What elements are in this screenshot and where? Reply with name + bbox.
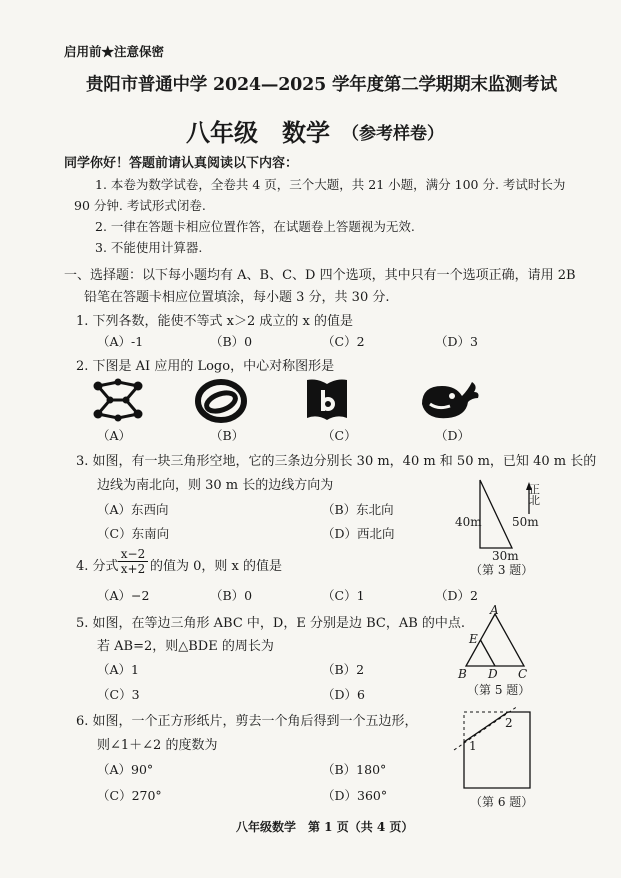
instructions-greeting: 同学你好！答题前请认真阅读以下内容： xyxy=(64,156,299,171)
instruction-item-1-cont: 90 分钟. 考试形式闭卷. xyxy=(74,198,206,213)
q6-angle-1-label: 1 xyxy=(469,739,477,753)
q3-hyp-label: 50m xyxy=(512,515,539,529)
q6-option-d: （D）360° xyxy=(322,788,388,803)
question-6-stem: 6. 如图，一个正方形纸片，剪去一个角后得到一个五边形， xyxy=(76,714,418,729)
page-footer: 八年级数学 第 1 页（共 4 页） xyxy=(236,820,414,834)
logo-b-ring-icon xyxy=(194,378,248,424)
confidential-label: 启用前★注意保密 xyxy=(64,44,165,59)
q3-option-a: （A）东西向 xyxy=(97,502,169,517)
question-1-stem: 1. 下列各数，能使不等式 x＞2 成立的 x 的值是 xyxy=(76,314,353,329)
logo-c-book-icon xyxy=(303,376,351,424)
q5-figure-caption: （第 5 题） xyxy=(467,683,531,697)
logo-d-whale-icon xyxy=(416,378,482,422)
q5-point-c: C xyxy=(518,667,528,681)
q3-left-side-label: 40m xyxy=(455,515,482,529)
q6-square-figure xyxy=(452,708,542,792)
q2-label-a: （A） xyxy=(97,428,132,443)
q2-label-d: （D） xyxy=(435,428,471,443)
q1-option-a: （A）-1 xyxy=(97,334,144,349)
q6-option-b: （B）180° xyxy=(322,762,387,777)
q6-option-c: （C）270° xyxy=(97,788,162,803)
q3-option-c: （C）东南向 xyxy=(97,526,170,541)
instruction-item-3: 3. 不能使用计算器. xyxy=(95,240,203,255)
q4-numerator: x−2 xyxy=(118,547,148,562)
question-3-stem: 3. 如图，有一块三角形空地，它的三条边分别长 30 m，40 m 和 50 m，已知 40 m 长的 xyxy=(76,454,597,469)
q2-label-b: （B） xyxy=(210,428,245,443)
section-heading-cont: 铅笔在答题卡相应位置填涂，每小题 3 分，共 30 分. xyxy=(84,290,390,305)
q2-label-c: （C） xyxy=(322,428,357,443)
question-4-prefix: 4. 分式 xyxy=(76,559,119,574)
q4-option-b: （B）0 xyxy=(210,588,253,603)
q5-option-a: （A）1 xyxy=(97,662,139,677)
q4-option-a: （A）−2 xyxy=(97,588,150,603)
q4-option-c: （C）1 xyxy=(322,588,365,603)
q4-option-d: （D）2 xyxy=(435,588,478,603)
q6-option-a: （A）90° xyxy=(97,762,154,777)
exam-title: 贵阳市普通中学 2024—2025 学年度第二学期期末监测考试 xyxy=(86,75,557,95)
question-6-stem-cont: 则∠1＋∠2 的度数为 xyxy=(97,738,218,753)
question-5-stem-cont: 若 AB=2，则△BDE 的周长为 xyxy=(97,639,274,654)
q3-option-d: （D）西北向 xyxy=(322,526,395,541)
question-4-suffix: 的值为 0，则 x 的值是 xyxy=(150,559,282,574)
q5-point-d: D xyxy=(488,667,498,681)
q5-option-c: （C）3 xyxy=(97,687,140,702)
q1-option-b: （B）0 xyxy=(210,334,253,349)
q1-option-d: （D）3 xyxy=(435,334,478,349)
q4-fraction xyxy=(118,547,148,577)
q5-option-d: （D）6 xyxy=(322,687,365,702)
q5-point-a: A xyxy=(490,603,499,617)
q5-point-e: E xyxy=(469,632,478,646)
exam-subtitle: 八年级 数学 xyxy=(186,118,330,147)
instruction-item-2: 2. 一律在答题卡相应位置作答，在试题卷上答题视为无效. xyxy=(95,219,415,234)
q6-angle-2-label: 2 xyxy=(505,716,513,730)
section-heading: 一、选择题：以下每小题均有 A、B、C、D 四个选项，其中只有一个选项正确，请用 2B xyxy=(64,268,576,283)
exam-subtitle-note: （参考样卷） xyxy=(342,124,444,144)
logo-a-network-icon xyxy=(90,378,146,422)
question-2-stem: 2. 下图是 AI 应用的 Logo，中心对称图形是 xyxy=(76,359,335,374)
q3-figure-caption: （第 3 题） xyxy=(470,563,534,577)
q3-option-b: （B）东北向 xyxy=(322,502,394,517)
q5-option-b: （B）2 xyxy=(322,662,365,677)
q3-bottom-label: 30m xyxy=(492,549,519,563)
question-5-stem: 5. 如图，在等边三角形 ABC 中，D，E 分别是边 BC，AB 的中点. xyxy=(76,616,466,631)
q6-figure-caption: （第 6 题） xyxy=(470,795,534,809)
question-3-stem-cont: 边线为南北向，则 30 m 长的边线方向为 xyxy=(97,478,334,493)
q1-option-c: （C）2 xyxy=(322,334,365,349)
q3-north-label: 正北 xyxy=(529,483,540,507)
instruction-item-1: 1. 本卷为数学试卷，全卷共 4 页，三个大题，共 21 小题，满分 100 分. 考试时长为 xyxy=(95,177,566,192)
q5-point-b: B xyxy=(458,667,467,681)
q4-denominator: x+2 xyxy=(120,562,146,576)
